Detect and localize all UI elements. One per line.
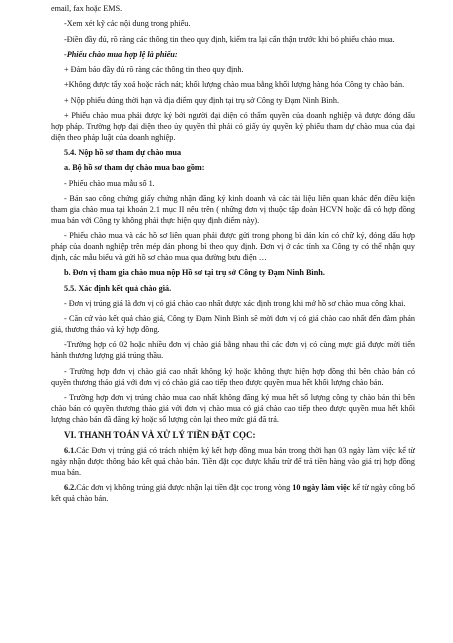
paragraph-email-fax: email, fax hoặc EMS.	[51, 4, 123, 13]
paragraph-fill-info: -Điền đầy đủ, rõ ràng các thông tin theo quy định, kiểm tra lại cẩn thận trước khi bỏ phiếu chào mua.	[64, 34, 395, 44]
section-6-heading: VI. THANH TOÁN VÀ XỬ LÝ TIỀN ĐẶT CỌC:	[64, 429, 256, 440]
heading-5-4-a: a. Bộ hồ sơ tham dự chào mua bao gồm:	[64, 163, 205, 173]
heading-5-5: 5.5. Xác định kết quả chào giá.	[64, 283, 172, 293]
paragraph-review-content: -Xem xét kỹ các nội dung trong phiếu.	[64, 19, 191, 29]
valid-item-3: + Nộp phiếu đúng thời hạn và địa điểm quy định tại trụ sở Công ty Đạm Ninh Bình.	[64, 95, 340, 105]
valid-item-4: + Phiếu chào mua phải được ký bởi người đại diện có thẩm quyền của doanh nghiệp và được đóng dấu hợp pháp. Trường hợp đại diện theo ủy quyền thì phải có giấy ủy quyền ký phiếu tham dự chào mua của đại diện theo pháp luật của doanh nghiệp.	[51, 111, 415, 142]
item-5-5-1: - Đơn vị trúng giá là đơn vị có giá chào cao nhất được xác định trong khi mở hồ sơ chào mua công khai.	[64, 298, 406, 308]
valid-item-2: +Không được tẩy xoá hoặc rách nát; khối lượng chào mua bằng khối lượng hàng hóa Công ty chào bán.	[64, 80, 405, 90]
heading-5-4: 5.4. Nộp hồ sơ tham dự chào mua	[64, 148, 182, 158]
item-5-4-a-2: - Bản sao công chứng giấy chứng nhận đăng ký kinh doanh và các tài liệu liên quan khác đến điều kiện tham gia chào mua tại khoản 2.1 mục II nêu trên ( những đơn vị thuộc tập đoàn HCVN hoặc đã có hợp đồng mua bán với Công ty không phải thực hiện quy định điểm này).	[51, 194, 415, 225]
paragraph-6-2	[51, 483, 415, 505]
number-6-1: 6.1.	[64, 445, 77, 455]
heading-5-4-b: b. Đơn vị tham gia chào mua nộp Hồ sơ tại trụ sở Công ty Đạm Ninh Bình.	[64, 268, 325, 278]
text-6-2-a: Các đơn vị không trúng giá được nhận lại tiền đặt cọc trong vòng	[76, 482, 293, 492]
item-5-5-5: - Trường hợp đơn vị trúng chào mua cao nhất không đăng ký mua hết số lượng công ty chào bán thì bên chào bán có quyền thương thảo giá với đơn vị chào mua có giá chào cao tiếp theo được quyền mua hết khối lượng chào bán đã đăng ký hoặc số lượng còn lại theo mức giá đã trả.	[51, 392, 415, 424]
item-5-4-a-1: - Phiếu chào mua mẫu số 1.	[64, 178, 155, 188]
item-5-4-a-3: - Phiếu chào mua và các hồ sơ liên quan phải được gửi trong phong bì dán kín có chữ ký, đóng dấu hợp pháp của doanh nghiệp trên mép dán phong bì theo quy định. Đơn vị ở các tỉnh xa Công ty có thể nhận quy định, các mẫu biểu và gửi hồ sơ chào mua qua đường bưu điện …	[51, 231, 415, 262]
heading-valid-form: -Phiếu chào mua hợp lệ là phiếu:	[64, 49, 178, 59]
item-5-5-4: - Trường hợp đơn vị chào giá cao nhất không ký hoặc không thực hiện hợp đồng thì bên chào bán có quyền thương thảo giá với đơn vị có chào giá cao tiếp theo được quyền mua hết khối lượng chào bán.	[51, 366, 415, 387]
paragraph-6-1	[51, 446, 415, 479]
valid-item-1: + Đảm bảo đầy đủ rõ ràng các thông tin theo quy định.	[64, 65, 244, 75]
text-6-2-bold: 10 ngày làm việc	[292, 482, 351, 492]
item-5-5-3: -Trường hợp có 02 hoặc nhiều đơn vị chào giá bằng nhau thì các đơn vị có cùng mực giá được mời tiến hành thương lượng giá trúng thầu.	[51, 340, 415, 361]
item-5-5-2: - Căn cứ vào kết quả chào giá, Công ty Đạm Ninh Bình sẽ mời đơn vị có giá chào cao nhất đến đàm phán giá, thương thảo và ký hợp đồng.	[51, 314, 415, 335]
number-6-2: 6.2.	[64, 482, 77, 492]
text-6-1: Các Đơn vị trúng giá có trách nhiệm ký kết hợp đồng mua bán trong thời hạn 03 ngày làm việc kể từ ngày nhận được thông báo kết quả chào bán. Tiền đặt cọc được khấu trừ để trả tiền hàng vào giá trị hợp đồng mua bán.	[51, 445, 415, 477]
text-6-2-b: kể từ ngày công bố kết quả chào bán.	[51, 482, 415, 503]
